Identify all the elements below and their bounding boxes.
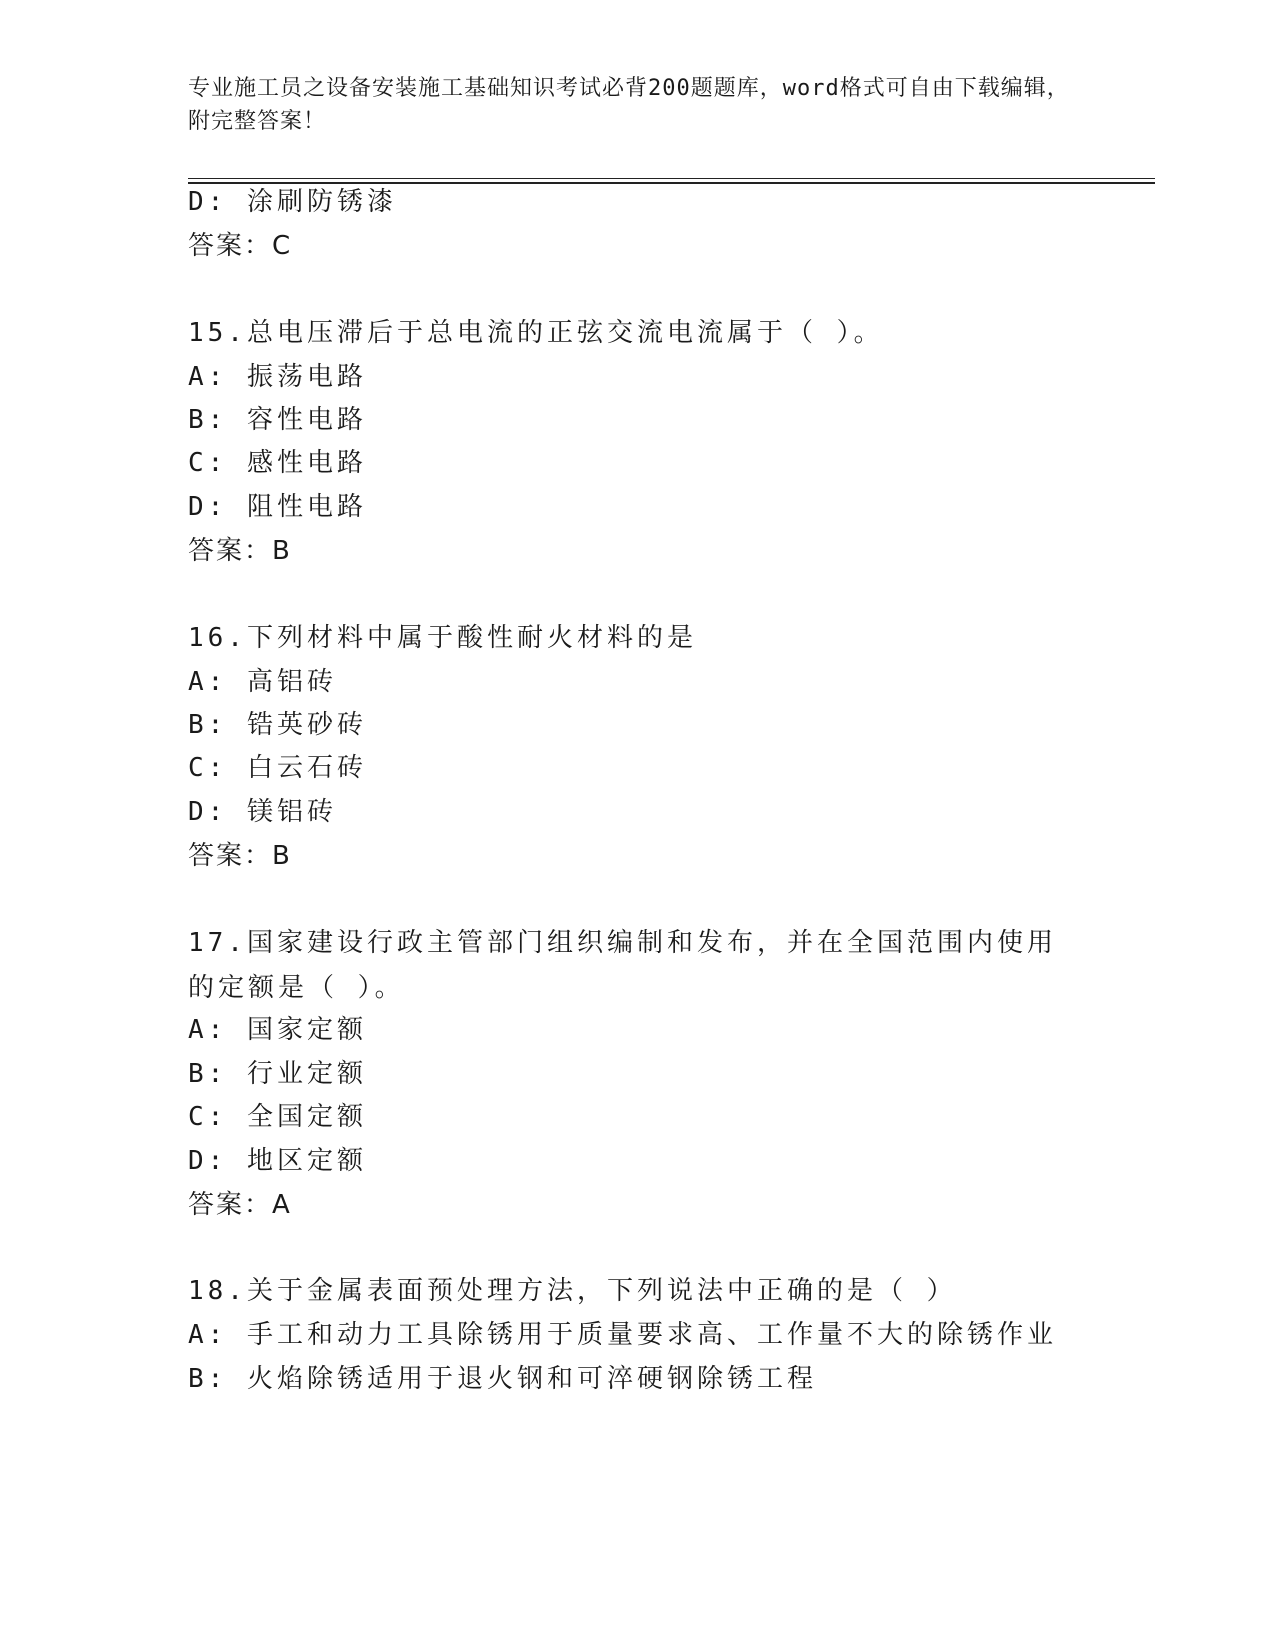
question-stem: 16.下列材料中属于酸性耐火材料的是 [188,623,697,653]
answer-text: 答案：C [188,231,293,261]
option-c: C: 白云石砖 [188,753,367,783]
option-a: A: 手工和动力工具除锈用于质量要求高、工作量不大的除锈作业 [188,1320,1057,1350]
option-c: C: 全国定额 [188,1102,367,1132]
option-d: D: 镁铝砖 [188,797,337,827]
option-a: A: 国家定额 [188,1015,367,1045]
answer-text: 答案：A [188,1190,292,1220]
answer-text: 答案：B [188,841,292,871]
question-stem: 18.关于金属表面预处理方法，下列说法中正确的是（ ） [188,1276,957,1306]
header-divider-top [188,178,1155,179]
option-c: C: 感性电路 [188,448,367,478]
option-b: B: 火焰除锈适用于退火钢和可淬硬钢除锈工程 [188,1364,817,1394]
question-stem: 17.国家建设行政主管部门组织编制和发布，并在全国范围内使用的定额是（ ）。 [188,928,1057,1003]
option-b: B: 容性电路 [188,405,367,435]
answer-text: 答案：B [188,536,292,566]
option-a: A: 振荡电路 [188,362,367,392]
option-b: B: 行业定额 [188,1059,367,1089]
document-header: 专业施工员之设备安装施工基础知识考试必背200题题库，word格式可自由下载编辑，附完整答案！ [188,76,1070,134]
header-divider-bottom [188,182,1155,184]
option-d: D: 阻性电路 [188,492,367,522]
option-b: B: 锆英砂砖 [188,710,367,740]
question-stem: 15.总电压滞后于总电流的正弦交流电流属于（ ）。 [188,318,884,348]
option-a: A: 高铝砖 [188,667,337,697]
option-d: D: 地区定额 [188,1146,367,1176]
option-d: D: 涂刷防锈漆 [188,187,397,217]
